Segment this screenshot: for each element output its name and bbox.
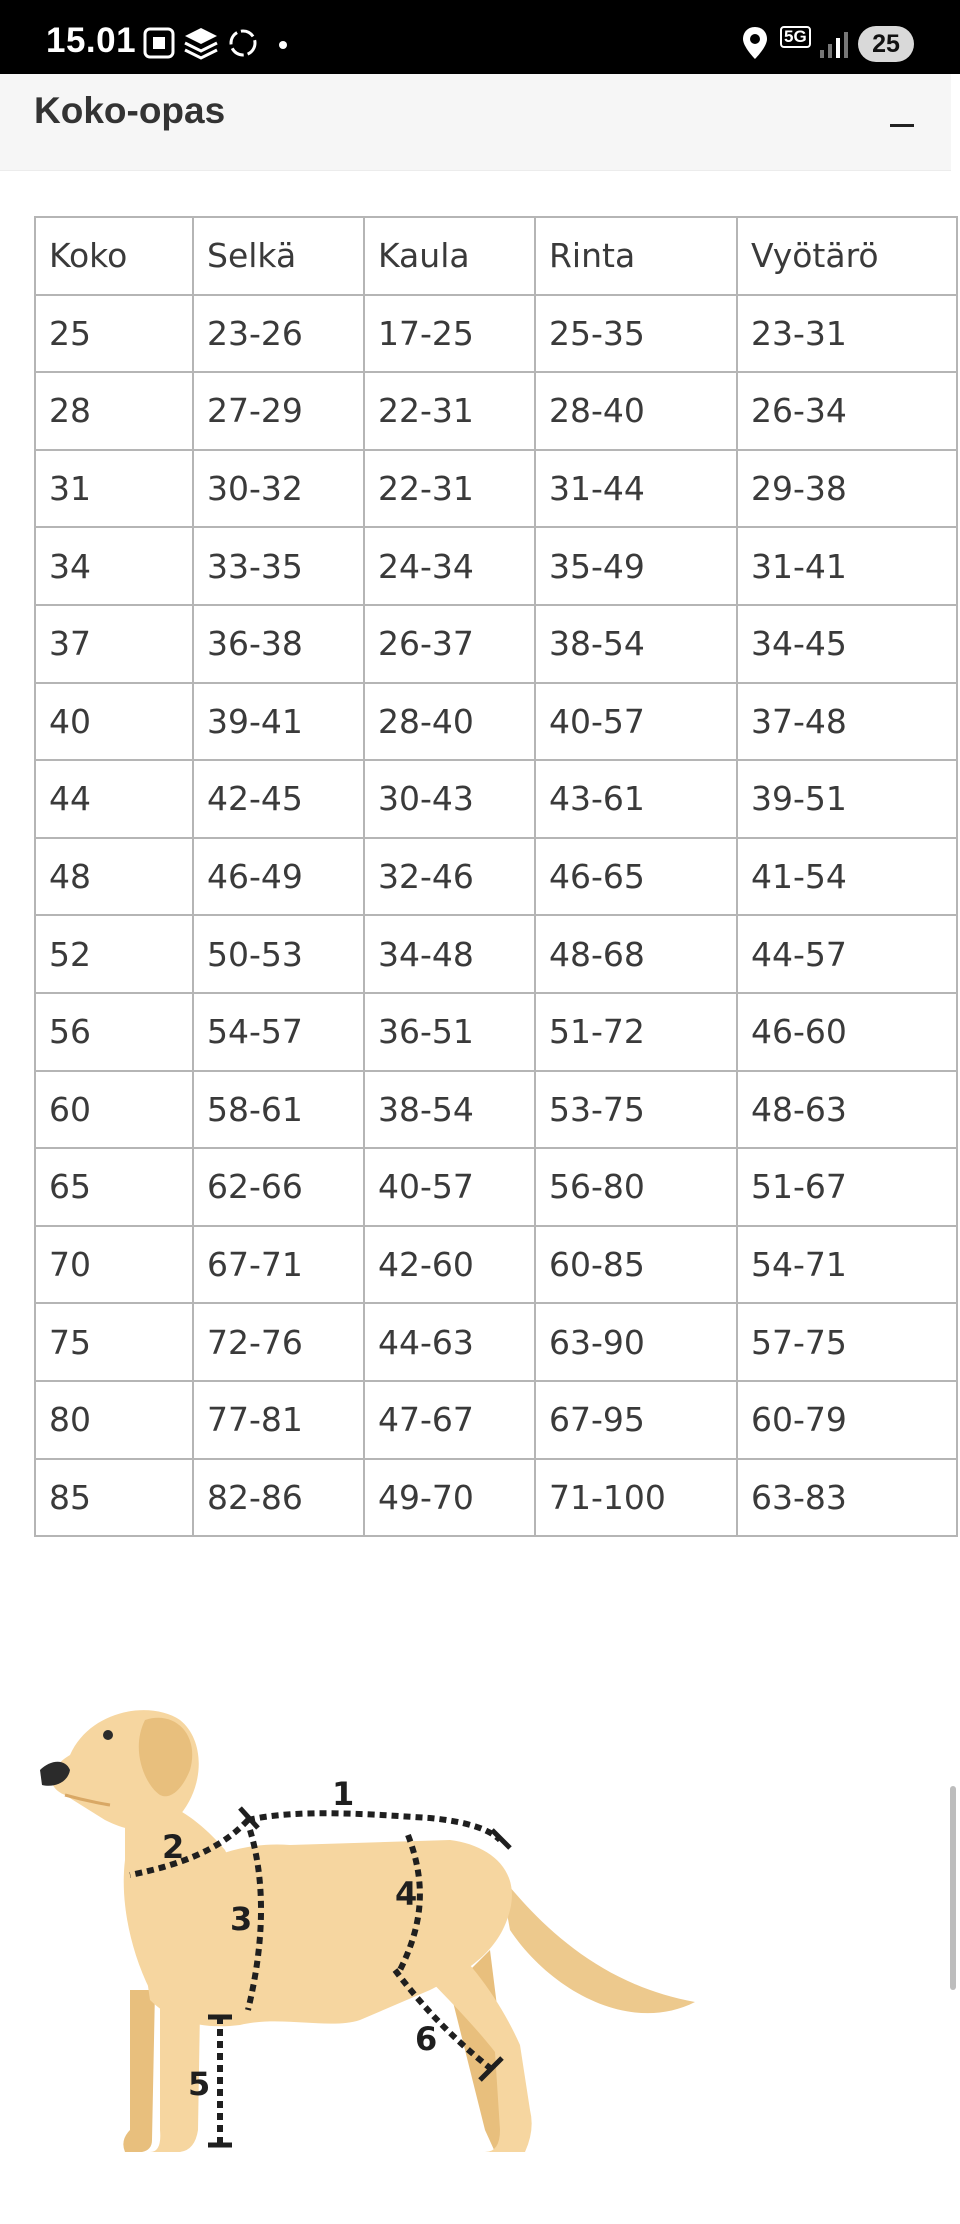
cell-vyotaro: 26-34 (737, 372, 957, 450)
cell-kaula: 40-57 (364, 1148, 535, 1226)
measure-label-6: 6 (415, 2020, 438, 2058)
cell-vyotaro: 48-63 (737, 1071, 957, 1149)
cell-kaula: 32-46 (364, 838, 535, 916)
table-row (35, 450, 957, 528)
cell-selka: 36-38 (193, 605, 364, 683)
cell-kaula: 28-40 (364, 683, 535, 761)
cell-kaula: 24-34 (364, 527, 535, 605)
cell-vyotaro: 54-71 (737, 1226, 957, 1304)
cell-kaula: 42-60 (364, 1226, 535, 1304)
cell-kaula: 38-54 (364, 1071, 535, 1149)
cell-kaula: 26-37 (364, 605, 535, 683)
table-row (35, 1459, 957, 1537)
cell-vyotaro: 37-48 (737, 683, 957, 761)
measure-label-3: 3 (230, 1900, 253, 1938)
cell-vyotaro: 41-54 (737, 838, 957, 916)
cell-selka: 77-81 (193, 1381, 364, 1459)
table-row (35, 993, 957, 1071)
cell-kaula: 30-43 (364, 760, 535, 838)
size-guide-accordion-header[interactable] (0, 74, 951, 171)
sync-icon (226, 26, 260, 60)
table-row (35, 683, 957, 761)
cell-selka: 72-76 (193, 1303, 364, 1381)
table-header-row (35, 217, 957, 295)
cell-vyotaro: 60-79 (737, 1381, 957, 1459)
cell-vyotaro: 23-31 (737, 295, 957, 373)
cell-vyotaro: 29-38 (737, 450, 957, 528)
cell-rinta: 53-75 (535, 1071, 737, 1149)
cell-selka: 58-61 (193, 1071, 364, 1149)
cell-koko: 65 (35, 1148, 193, 1226)
signal-icon (818, 28, 850, 60)
cell-selka: 67-71 (193, 1226, 364, 1304)
table-row (35, 1226, 957, 1304)
cell-rinta: 28-40 (535, 372, 737, 450)
layers-icon (183, 26, 219, 60)
cell-vyotaro: 51-67 (737, 1148, 957, 1226)
scrollbar-thumb[interactable] (950, 1786, 956, 1990)
cell-koko: 37 (35, 605, 193, 683)
table-row (35, 372, 957, 450)
table-row (35, 605, 957, 683)
cell-koko: 85 (35, 1459, 193, 1537)
cell-vyotaro: 44-57 (737, 915, 957, 993)
minus-icon (890, 124, 914, 127)
accordion-title: Koko-opas (34, 90, 226, 131)
cell-selka: 50-53 (193, 915, 364, 993)
cell-kaula: 49-70 (364, 1459, 535, 1537)
measure-label-4: 4 (395, 1875, 418, 1913)
cell-selka: 23-26 (193, 295, 364, 373)
cell-selka: 39-41 (193, 683, 364, 761)
dog-body (40, 1710, 695, 2152)
table-row (35, 838, 957, 916)
cell-rinta: 71-100 (535, 1459, 737, 1537)
cell-vyotaro: 39-51 (737, 760, 957, 838)
cell-koko: 56 (35, 993, 193, 1071)
cell-vyotaro: 34-45 (737, 605, 957, 683)
cell-rinta: 48-68 (535, 915, 737, 993)
cell-kaula: 22-31 (364, 372, 535, 450)
cell-rinta: 25-35 (535, 295, 737, 373)
cell-vyotaro: 57-75 (737, 1303, 957, 1381)
cell-rinta: 56-80 (535, 1148, 737, 1226)
cell-kaula: 17-25 (364, 295, 535, 373)
cell-rinta: 51-72 (535, 993, 737, 1071)
cell-koko: 31 (35, 450, 193, 528)
cell-selka: 82-86 (193, 1459, 364, 1537)
dog-measurement-illustration (30, 1690, 710, 2170)
status-time: 15.01 (46, 21, 137, 60)
table-row (35, 295, 957, 373)
cell-vyotaro: 31-41 (737, 527, 957, 605)
table-row (35, 1303, 957, 1381)
cell-selka: 30-32 (193, 450, 364, 528)
table-row (35, 1148, 957, 1226)
cell-kaula: 44-63 (364, 1303, 535, 1381)
cell-kaula: 34-48 (364, 915, 535, 993)
cell-koko: 80 (35, 1381, 193, 1459)
cell-selka: 54-57 (193, 993, 364, 1071)
header-rinta: Rinta (535, 217, 737, 295)
cell-rinta: 46-65 (535, 838, 737, 916)
collapse-toggle-button[interactable] (878, 100, 926, 148)
cell-koko: 25 (35, 295, 193, 373)
location-icon (741, 26, 769, 60)
cell-selka: 62-66 (193, 1148, 364, 1226)
table-row (35, 1071, 957, 1149)
header-selka: Selkä (193, 217, 364, 295)
cell-selka: 27-29 (193, 372, 364, 450)
battery-badge: 25 (858, 26, 914, 62)
table-body (35, 295, 957, 1537)
measure-label-5: 5 (188, 2065, 211, 2103)
table-row (35, 915, 957, 993)
cell-rinta: 38-54 (535, 605, 737, 683)
cell-selka: 42-45 (193, 760, 364, 838)
cell-koko: 75 (35, 1303, 193, 1381)
cell-koko: 40 (35, 683, 193, 761)
cell-kaula: 36-51 (364, 993, 535, 1071)
dot-icon (278, 40, 288, 50)
cell-koko: 28 (35, 372, 193, 450)
status-bar (0, 0, 960, 74)
cell-rinta: 35-49 (535, 527, 737, 605)
header-koko: Koko (35, 217, 193, 295)
network-label: 5G (780, 26, 811, 48)
table-row (35, 1381, 957, 1459)
cell-vyotaro: 46-60 (737, 993, 957, 1071)
cell-kaula: 22-31 (364, 450, 535, 528)
screenshot-icon (142, 26, 176, 60)
header-kaula: Kaula (364, 217, 535, 295)
size-table (34, 216, 958, 1537)
cell-kaula: 47-67 (364, 1381, 535, 1459)
cell-vyotaro: 63-83 (737, 1459, 957, 1537)
cell-koko: 34 (35, 527, 193, 605)
cell-koko: 52 (35, 915, 193, 993)
measure-label-2: 2 (162, 1828, 185, 1866)
cell-rinta: 67-95 (535, 1381, 737, 1459)
cell-koko: 44 (35, 760, 193, 838)
cell-selka: 33-35 (193, 527, 364, 605)
cell-rinta: 43-61 (535, 760, 737, 838)
cell-selka: 46-49 (193, 838, 364, 916)
table-row (35, 527, 957, 605)
cell-rinta: 60-85 (535, 1226, 737, 1304)
cell-koko: 70 (35, 1226, 193, 1304)
cell-koko: 60 (35, 1071, 193, 1149)
cell-rinta: 31-44 (535, 450, 737, 528)
table-row (35, 760, 957, 838)
cell-rinta: 40-57 (535, 683, 737, 761)
measure-label-1: 1 (332, 1775, 355, 1813)
header-vyotaro: Vyötärö (737, 217, 957, 295)
cell-rinta: 63-90 (535, 1303, 737, 1381)
cell-koko: 48 (35, 838, 193, 916)
